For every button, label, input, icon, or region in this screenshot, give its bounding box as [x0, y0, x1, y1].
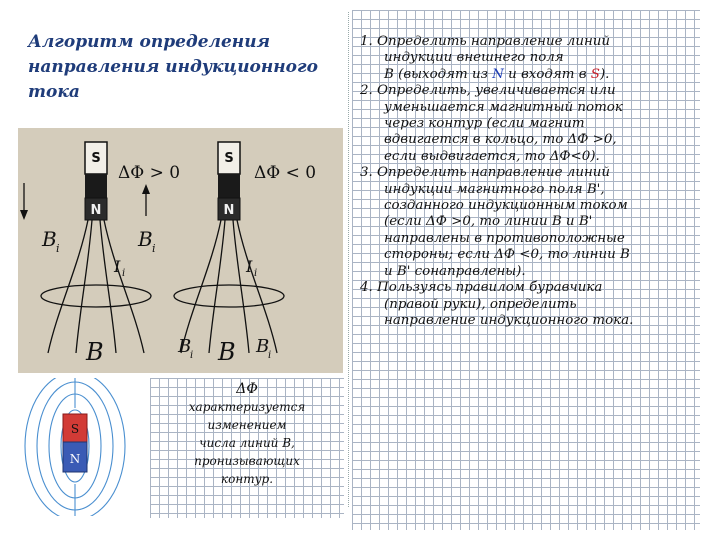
column-divider — [348, 12, 349, 507]
right-magnet-n: N — [223, 203, 235, 218]
step-3-line-2: индукции магнитного поля В', — [384, 181, 605, 197]
step-3-line-3: созданного индукционным током — [384, 198, 628, 214]
bi-label-3: B — [178, 336, 192, 357]
ii-sub-1: i — [122, 268, 126, 279]
induction-photo — [18, 128, 343, 373]
caption-panel — [150, 378, 344, 518]
step-4-line-2: (правой руки), определить — [384, 296, 577, 312]
caption-line-1: характеризуется — [188, 400, 306, 414]
step-3-line-4: (если ΔФ >0, то линии В и В' — [384, 214, 593, 230]
title-line-3: тока — [28, 82, 80, 102]
magnet-field-diagram — [18, 378, 128, 516]
bi-sub-4: i — [268, 350, 272, 361]
ii-label-2: I — [246, 257, 253, 276]
bi-sub-2: i — [152, 242, 156, 255]
caption-line-2: изменением — [207, 418, 287, 432]
title-line-1: Алгоритм определения — [28, 32, 271, 52]
right-magnet-s: S — [224, 151, 234, 166]
ii-label-1: I — [114, 257, 121, 276]
dphi-negative: ΔΦ < 0 — [254, 163, 317, 183]
caption-line-5: контур. — [220, 472, 274, 486]
step-1-line-1: 1. Определить направление линий — [360, 34, 611, 49]
step-2-line-3: через контур (если магнит — [384, 116, 585, 132]
step-2-line-1: 2. Определить, увеличивается или — [360, 83, 616, 99]
step-3-line-6: стороны; если ΔФ <0, то линии В — [384, 247, 630, 263]
page-title — [28, 30, 338, 105]
bi-label-2: B — [138, 227, 153, 251]
caption-symbol: ΔΦ — [236, 381, 258, 397]
left-magnet-n: N — [90, 203, 102, 218]
left-magnet-s: S — [91, 151, 101, 166]
caption-line-3: числа линий В, — [199, 436, 295, 450]
caption-line-4: пронизывающих — [194, 454, 300, 468]
bi-label-4: B — [256, 336, 270, 357]
caption-text — [150, 380, 344, 488]
bi-sub-1: i — [56, 242, 60, 255]
step-3-line-1: 3. Определить направление линий — [360, 165, 611, 181]
step-1-line-2: индукции внешнего поля — [384, 50, 564, 66]
step-2-line-4: вдвигается в кольцо, то ΔФ >0, — [384, 132, 617, 148]
b-label-2: B — [218, 338, 236, 366]
step-1-line-3: В (выходят из N и входят в S). — [384, 66, 610, 82]
magnet-field-svg — [18, 378, 128, 516]
step-2-line-2: уменьшается магнитный поток — [384, 99, 623, 115]
title-line-2: направления индукционного — [28, 57, 318, 77]
magnet-s-label: S — [70, 422, 80, 436]
algorithm-steps — [360, 34, 700, 329]
right-magnet — [218, 142, 240, 220]
step-2-line-5: если выдвигается, то ΔФ<0). — [384, 148, 600, 164]
left-magnet — [85, 142, 107, 220]
step-3-line-7: и В' сонаправлены). — [384, 263, 526, 279]
magnet-n-label: N — [69, 452, 81, 466]
induction-illustration — [18, 128, 343, 373]
step-3-line-5: направлены в противоположные — [384, 230, 625, 246]
bi-label-1: B — [42, 227, 57, 251]
dphi-positive: ΔΦ > 0 — [118, 163, 181, 183]
step-4-line-3: направление индукционного тока. — [384, 312, 634, 328]
steps-panel — [352, 10, 700, 530]
bi-sub-3: i — [190, 350, 194, 361]
ii-sub-2: i — [254, 268, 258, 279]
step-4-line-1: 4. Пользуясь правилом буравчика — [360, 280, 603, 296]
b-label-1: B — [86, 338, 104, 366]
